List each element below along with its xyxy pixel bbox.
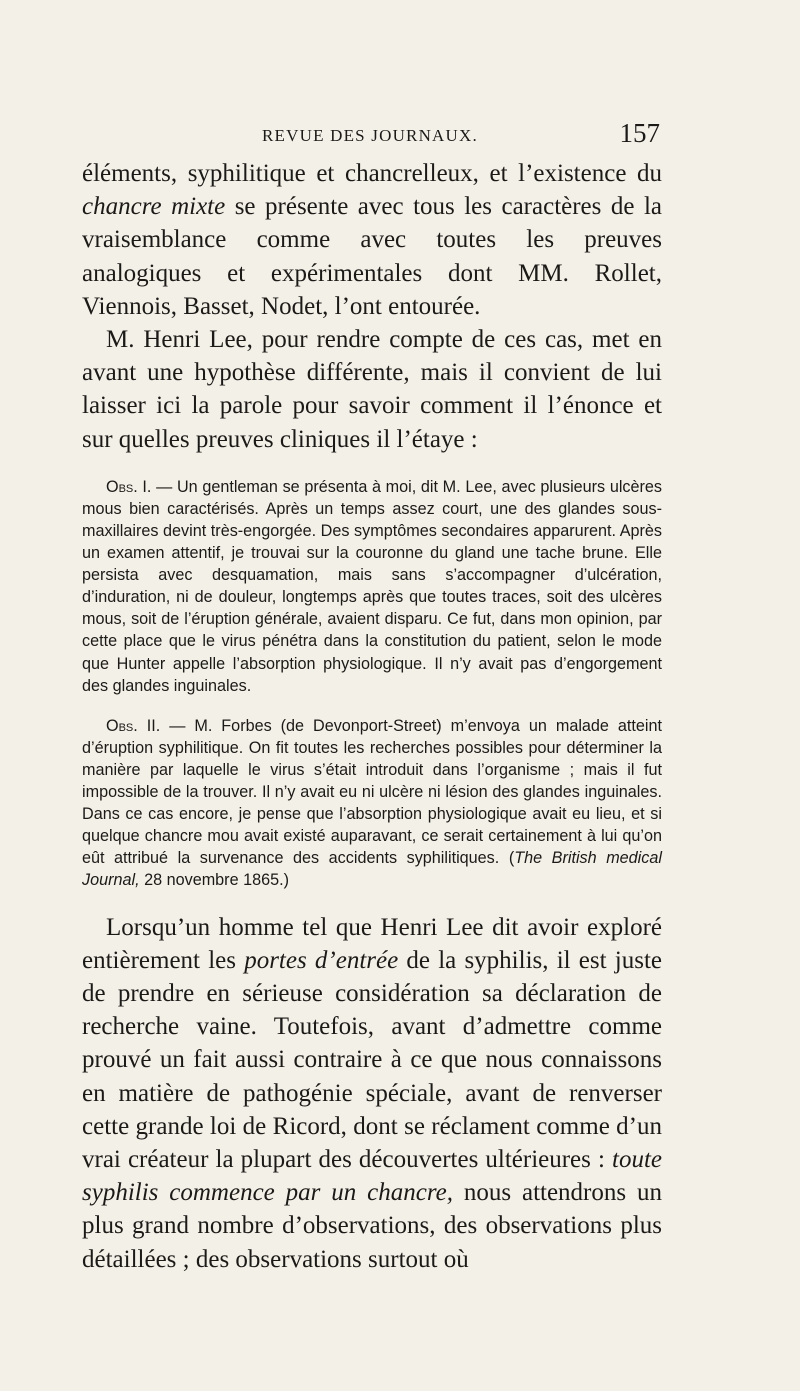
observation-2: Obs. II. — M. Forbes (de Devonport-Street) m’envoya un malade atteint d’éruption syphilitique. On fit toutes les recherches possibles pour déterminer la manière par laquelle le virus s’était introduit dans l’organisme ; mais il fut impossible de la trouver. Il n’y avait eu ni ulcère ni lésion des glandes inguinales. Dans ce cas encore, je pense que l’absorption physiologique avait eu lieu, et si quelque chancre mou avait existé auparavant, ce serait certainement à lui qu’on eût attribué la survenance des accidents syphilitiques. (The British medical Journal, 28 novembre 1865.)	[82, 716, 662, 890]
observation-1: Obs. I. — Un gentleman se présenta à moi, dit M. Lee, avec plusieurs ulcères mous bien caractérisés. Après un temps assez court, une des glandes sous-maxillaires devint très-engorgée. Des symptômes secondaires apparurent. Après un examen attentif, je trouvai sur la couronne du gland une tache brune. Elle persista avec desquamation, mais sans s’accompagner d’ulcération, d’induration, ni de douleur, longtemps après que toutes traces, soit des ulcères mous, soit de l’éruption générale, avaient disparu. Ce fut, dans mon opinion, par cette place que le virus pénétra dans la constitution du patient, selon le mode que Hunter appelle l’absorption physiologique. Il n’y avait pas d’engorgement des glandes inguinales.	[82, 477, 662, 695]
italic-journal-title: The British medical Journal,	[82, 849, 662, 890]
page-header	[262, 118, 660, 150]
observation-1-label: Obs. I.	[106, 477, 152, 496]
italic-ricord-law: toute syphilis commence par un chancre,	[82, 1145, 662, 1207]
body-text	[82, 157, 662, 1276]
paragraph-2: M. Henri Lee, pour rendre compte de ces cas, met en avant une hypothèse différente, mais il convient de lui laisser ici la parole pour savoir comment il l’énonce et sur quelles preuves cliniques il l’étaye :	[82, 326, 662, 453]
running-title: REVUE DES JOURNAUX.	[262, 126, 478, 145]
italic-portes-entree: portes d’entrée	[244, 946, 399, 974]
paragraph-1: éléments, syphilitique et chancrelleux, et l’existence du chancre mixte se présente avec tous les caractères de la vraisemblance comme avec toutes les preuves analogiques et expérimentales dont MM. Rollet, Viennois, Basset, Nodet, l’ont entourée.	[82, 160, 662, 320]
page-number: 157	[619, 118, 660, 148]
italic-chancre-mixte: chancre mixte	[82, 193, 226, 221]
observation-2-label: Obs. II.	[106, 716, 161, 735]
paragraph-3: Lorsqu’un homme tel que Henri Lee dit avoir exploré entièrement les portes d’entrée de la syphilis, il est juste de prendre en sérieuse considération sa déclaration de recherche vaine. Toutefois, avant d’admettre comme prouvé un fait aussi contraire à ce que nous connaissons en matière de pathogénie spéciale, avant de renverser cette grande loi de Ricord, dont se réclament comme d’un vrai créateur la plupart des découvertes ultérieures : toute syphilis commence par un chancre, nous attendrons un plus grand nombre d’observations, des observations plus détaillées ; des observations surtout où	[82, 913, 662, 1273]
